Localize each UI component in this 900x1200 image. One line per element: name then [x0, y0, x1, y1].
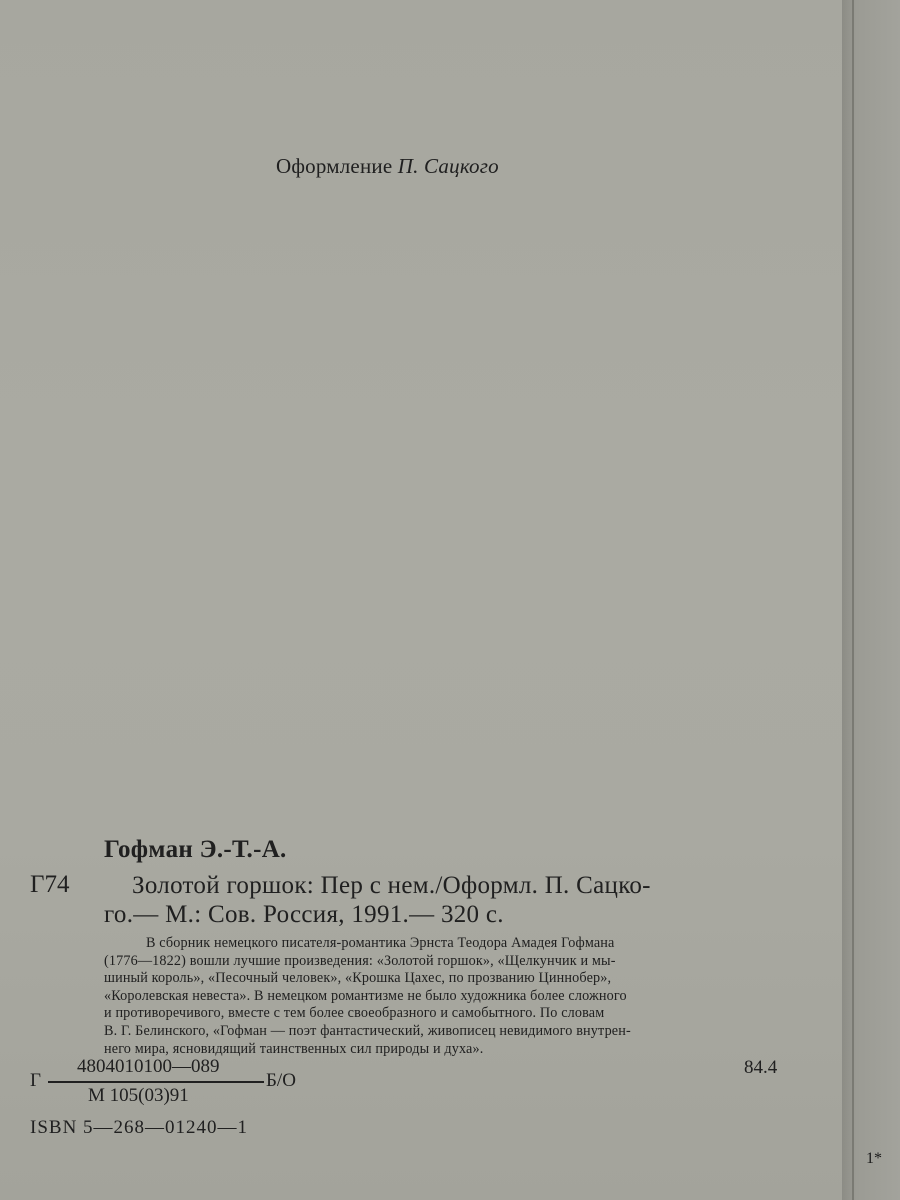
annotation: [104, 935, 631, 1058]
annotation-line: В сборник немецкого писателя-романтика Эрнста Теодора Амадея Гофмана: [146, 935, 615, 951]
catalog-code: Г74: [30, 871, 70, 898]
annotation-line: и противоречивого, вместе с тем более своеобразного и самобытного. По словам: [104, 1005, 605, 1022]
annotation-line: В. Г. Белинского, «Гофман — поэт фантастический, живописец невидимого внутрен-: [104, 1022, 631, 1039]
catalog-author: Гофман Э.-Т.-А.: [104, 836, 287, 863]
isbn: ISBN 5—268—01240—1: [30, 1117, 249, 1138]
next-page-edge: [842, 0, 900, 1200]
bib-line: Золотой горшок: Пер с нем./Оформл. П. Сацко-: [132, 872, 651, 899]
annotation-line: шиный король», «Песочный человек», «Крошка Цахес, по прозванию Циннобер»,: [104, 970, 612, 987]
publisher-code-numerator: 4804010100—089: [77, 1056, 220, 1077]
annotation-line: него мира, ясновидящий таинственных сил природы и духа».: [104, 1040, 484, 1057]
signature-mark: 1*: [866, 1150, 882, 1167]
publisher-code-prefix: Г: [30, 1070, 41, 1091]
designer-name: П. Сацкого: [397, 154, 499, 178]
page-edge-line: [852, 0, 854, 1200]
design-credit: [276, 154, 499, 179]
fraction-line: [48, 1081, 264, 1083]
bib-line: го.— М.: Сов. Россия, 1991.— 320 с.: [104, 901, 504, 928]
class-number: 84.4: [744, 1057, 778, 1078]
annotation-line: «Королевская невеста». В немецком романтизме не было художника более сложного: [104, 987, 627, 1004]
bibliographic-description: [104, 871, 804, 929]
design-credit-label: Оформление: [276, 154, 393, 178]
annotation-line: (1776—1822) вошли лучшие произведения: «Золотой горшок», «Щелкунчик и мы-: [104, 952, 616, 969]
publisher-code-suffix: Б/О: [266, 1070, 296, 1091]
publisher-code-denominator: М 105(03)91: [88, 1085, 189, 1106]
